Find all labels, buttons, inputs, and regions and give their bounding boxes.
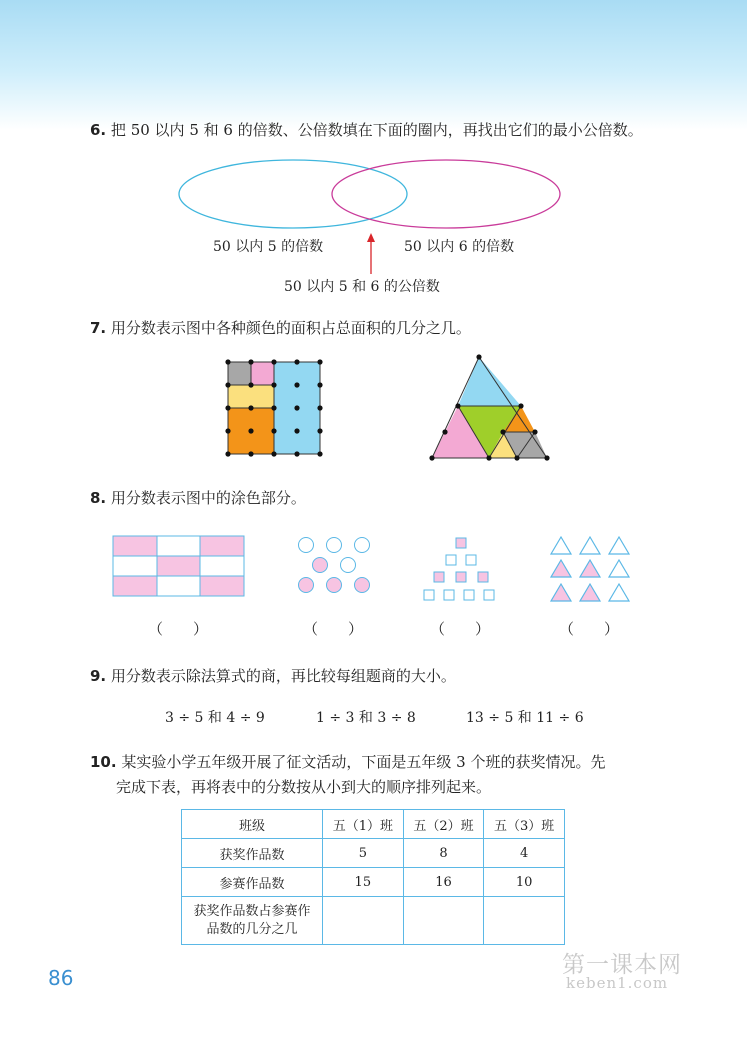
question-number: 9. [90, 667, 107, 685]
grid-dot [225, 405, 230, 410]
venn-label-left: 50 以内 5 的倍数 [213, 239, 324, 255]
award-table [181, 809, 565, 945]
division-group-3: 13 ÷ 5 和 11 ÷ 6 [466, 710, 584, 726]
grid-dot [294, 359, 299, 364]
division-group-2: 1 ÷ 3 和 3 ÷ 8 [316, 710, 416, 726]
table-row [182, 868, 565, 897]
division-group-1: 3 ÷ 5 和 4 ÷ 9 [165, 710, 265, 726]
grid-dot [248, 405, 253, 410]
grid-dot [248, 451, 253, 456]
gray-square [228, 362, 251, 385]
question-number: 6. [90, 121, 107, 139]
table-cell: 4 [484, 839, 565, 868]
question-number: 10. [90, 753, 117, 771]
table-header-row [182, 810, 565, 839]
answer-cell[interactable] [323, 897, 404, 945]
table-header-cell: 五（1）班 [323, 810, 404, 839]
question-10 [90, 750, 605, 774]
question-text: 用分数表示图中的涂色部分。 [110, 489, 306, 507]
header-band [0, 0, 747, 130]
table-cell: 16 [403, 868, 484, 897]
answer-blank-1[interactable]: （ ） [148, 620, 209, 638]
grid-dot [248, 382, 253, 387]
grid-dot [294, 428, 299, 433]
venn-label-common: 50 以内 5 和 6 的公倍数 [284, 279, 440, 295]
table-header-cell: 五（2）班 [403, 810, 484, 839]
venn-label-right: 50 以内 6 的倍数 [404, 239, 515, 255]
triangles-figure [545, 532, 637, 606]
question-6 [90, 118, 643, 142]
grid-dot [317, 382, 322, 387]
venn-circle-multiples-of-6 [332, 160, 560, 228]
grid-dot [225, 451, 230, 456]
grid-dot [294, 451, 299, 456]
circles-figure [290, 532, 380, 600]
grid-dot [225, 382, 230, 387]
table-cell: 参赛作品数 [182, 868, 323, 897]
yellow-rectangle [228, 385, 274, 408]
table-cell: 5 [323, 839, 404, 868]
table-cell: 获奖作品数 [182, 839, 323, 868]
question-7 [90, 316, 471, 340]
venn-circle-multiples-of-5 [179, 160, 407, 228]
answer-cell[interactable] [403, 897, 484, 945]
question-9 [90, 664, 456, 688]
common-arrow-head [367, 233, 375, 242]
grid-dot [225, 359, 230, 364]
table-header-cell: 班级 [182, 810, 323, 839]
pink-square [251, 362, 274, 385]
question-8 [90, 486, 306, 510]
squares-figure [418, 532, 506, 602]
grid-dot [271, 451, 276, 456]
question-text: 用分数表示图中各种颜色的面积占总面积的几分之几。 [110, 319, 471, 337]
table-header-cell: 五（3）班 [484, 810, 565, 839]
grid-dot [317, 359, 322, 364]
answer-cell[interactable] [484, 897, 565, 945]
grid-dot [317, 451, 322, 456]
table-cell: 15 [323, 868, 404, 897]
watermark-title: 第一课本网 [562, 952, 682, 978]
answer-blank-4[interactable]: （ ） [559, 620, 620, 638]
venn-diagram [170, 158, 570, 288]
answer-blank-2[interactable]: （ ） [303, 620, 364, 638]
grid-dot [271, 359, 276, 364]
grid-dot [317, 428, 322, 433]
table-row [182, 839, 565, 868]
question-text: 用分数表示除法算式的商，再比较每组题商的大小。 [110, 667, 456, 685]
grid-dot [271, 382, 276, 387]
grid-dot [271, 428, 276, 433]
rectangle-grid-figure [110, 532, 248, 602]
grid-dot [271, 405, 276, 410]
answer-blank-3[interactable]: （ ） [430, 620, 491, 638]
question-number: 7. [90, 319, 107, 337]
table-cell: 获奖作品数占参赛作品数的几分之几 [182, 897, 323, 945]
page-number: 86 [48, 966, 74, 990]
grid-dot [248, 428, 253, 433]
table-cell: 8 [403, 839, 484, 868]
grid-dot [317, 405, 322, 410]
question-text: 把 50 以内 5 和 6 的倍数、公倍数填在下面的圈内，再找出它们的最小公倍数。 [110, 121, 643, 139]
question-10-line2: 完成下表，再将表中的分数按从小到大的顺序排列起来。 [116, 778, 492, 796]
grid-dot [248, 359, 253, 364]
grid-figure [220, 355, 330, 465]
table-row [182, 897, 565, 945]
question-text-line1: 某实验小学五年级开展了征文活动，下面是五年级 3 个班的获奖情况。先 [121, 753, 606, 771]
question-number: 8. [90, 489, 107, 507]
watermark-url: keben1.com [566, 974, 669, 992]
table-cell: 10 [484, 868, 565, 897]
grid-dot [294, 405, 299, 410]
triangle-figure [425, 352, 555, 464]
grid-dot [294, 382, 299, 387]
grid-dot [225, 428, 230, 433]
